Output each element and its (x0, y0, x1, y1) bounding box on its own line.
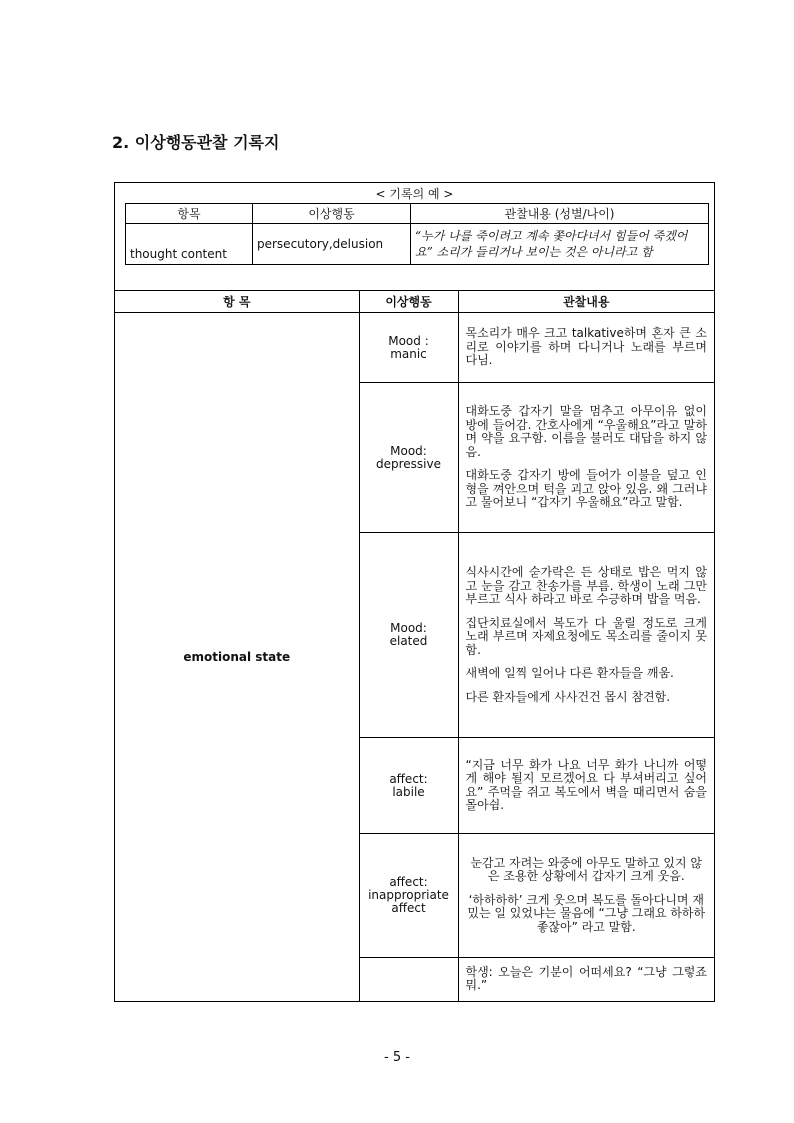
example-header-observation: 관찰내용 (성별/나이) (411, 204, 709, 224)
record-frame (114, 182, 715, 1002)
example-item: thought content (126, 224, 253, 265)
observation-text: 목소리가 매우 크고 talkative하며 혼자 큰 소리로 이야기를 하며 다니거나 노래를 부르며 다님. (465, 326, 707, 368)
observation-cell (458, 533, 714, 738)
observation-text: 대화도중 갑자기 방에 들어가 이불을 덮고 인형을 껴안으며 턱을 괴고 앉아 있음. 왜 그러냐고 물어보니 “갑자기 우울해요”라고 말함. (465, 468, 707, 510)
example-row (126, 224, 709, 265)
observation-cell (458, 834, 714, 958)
observation-text: 식사시간에 숟가락은 든 상태로 밥은 먹지 않고 눈을 감고 찬송가를 부름. 학생이 노래 그만부르고 식사 하라고 바로 수긍하며 밥을 먹음. (465, 565, 707, 606)
behavior-cell (359, 533, 458, 738)
behavior-line: Mood: (390, 621, 427, 635)
observation-text: 새벽에 일찍 일어나 다른 환자들을 깨움. (465, 666, 674, 680)
page-number: - 5 - (384, 1050, 410, 1065)
behavior-line: Mood : (388, 333, 429, 348)
example-heading: < 기록의 예 > (375, 187, 454, 201)
behavior-line: inappropriate (368, 888, 449, 902)
observation-text: ‘하하하하’ 크게 웃으며 복도를 돌아다니며 재밌는 일 있었냐는 물음에 “그냥 그래요 하하하 좋잖아” 라고 말함. (467, 892, 706, 934)
behavior-line: depressive (376, 456, 441, 471)
observation-text: 다른 환자들에게 사사건건 몹시 참견함. (465, 689, 671, 704)
observation-text: 학생: 오늘은 기분이 어떠세요? “그냥 그렇죠 뭐.” (465, 964, 707, 993)
behavior-cell (359, 738, 458, 834)
behavior-line: affect: (389, 875, 428, 889)
observation-text: 집단치료실에서 복도가 다 울릴 정도로 크게 노래 부르며 자제요청에도 목소리를 줄이지 못함. (465, 615, 707, 657)
behavior-line: Mood: (390, 443, 427, 458)
behavior-cell (359, 383, 458, 533)
header-behavior: 이상행동 (359, 291, 458, 313)
observation-text: “지금 너무 화가 나요 너무 화가 나니까 어떻게 해야 될지 모르겠어요 다 부셔버리고 싶어요” 주먹을 쥐고 복도에서 벽을 때리면서 숨을 몰아쉼. (465, 757, 707, 812)
observation-cell (458, 958, 714, 1001)
behavior-cell (359, 313, 458, 383)
example-header-behavior: 이상행동 (253, 204, 411, 224)
behavior-line: affect: (389, 771, 428, 786)
example-header-row (126, 204, 709, 224)
behavior-line: affect (391, 901, 426, 915)
page-title: 2. 이상행동관찰 기록지 (112, 133, 280, 152)
behavior-cell (359, 958, 458, 1001)
observation-text: 대화도중 갑자기 말을 멈추고 아무이유 없이 방에 들어감. 간호사에게 “우울해요”라고 말하며 약을 요구함. 이름을 불러도 대답을 하지 않음. (465, 404, 707, 459)
header-observation: 관찰내용 (458, 291, 714, 313)
main-header-row (115, 291, 714, 313)
observation-table (115, 290, 714, 1001)
header-item: 항 목 (115, 291, 359, 313)
behavior-line: labile (392, 784, 425, 799)
observation-text: 눈감고 자려는 와중에 아무도 말하고 있지 않은 조용한 상황에서 갑자기 크게 웃음. (470, 855, 703, 884)
behavior-line: elated (389, 634, 428, 648)
category-cell: emotional state (115, 313, 359, 1001)
example-behavior: persecutory,delusion (253, 224, 411, 265)
example-table (125, 203, 709, 265)
example-header-item: 항목 (126, 204, 253, 224)
behavior-line: manic (390, 346, 427, 361)
table-row (115, 313, 714, 383)
behavior-cell (359, 834, 458, 958)
observation-cell (458, 738, 714, 834)
example-observation: “누가 나를 죽이려고 계속 쫓아다녀서 힘들어 죽겠어요” 소리가 들리거나 보이는 것은 아니라고 함 (411, 224, 709, 265)
observation-cell (458, 313, 714, 383)
observation-cell (458, 383, 714, 533)
